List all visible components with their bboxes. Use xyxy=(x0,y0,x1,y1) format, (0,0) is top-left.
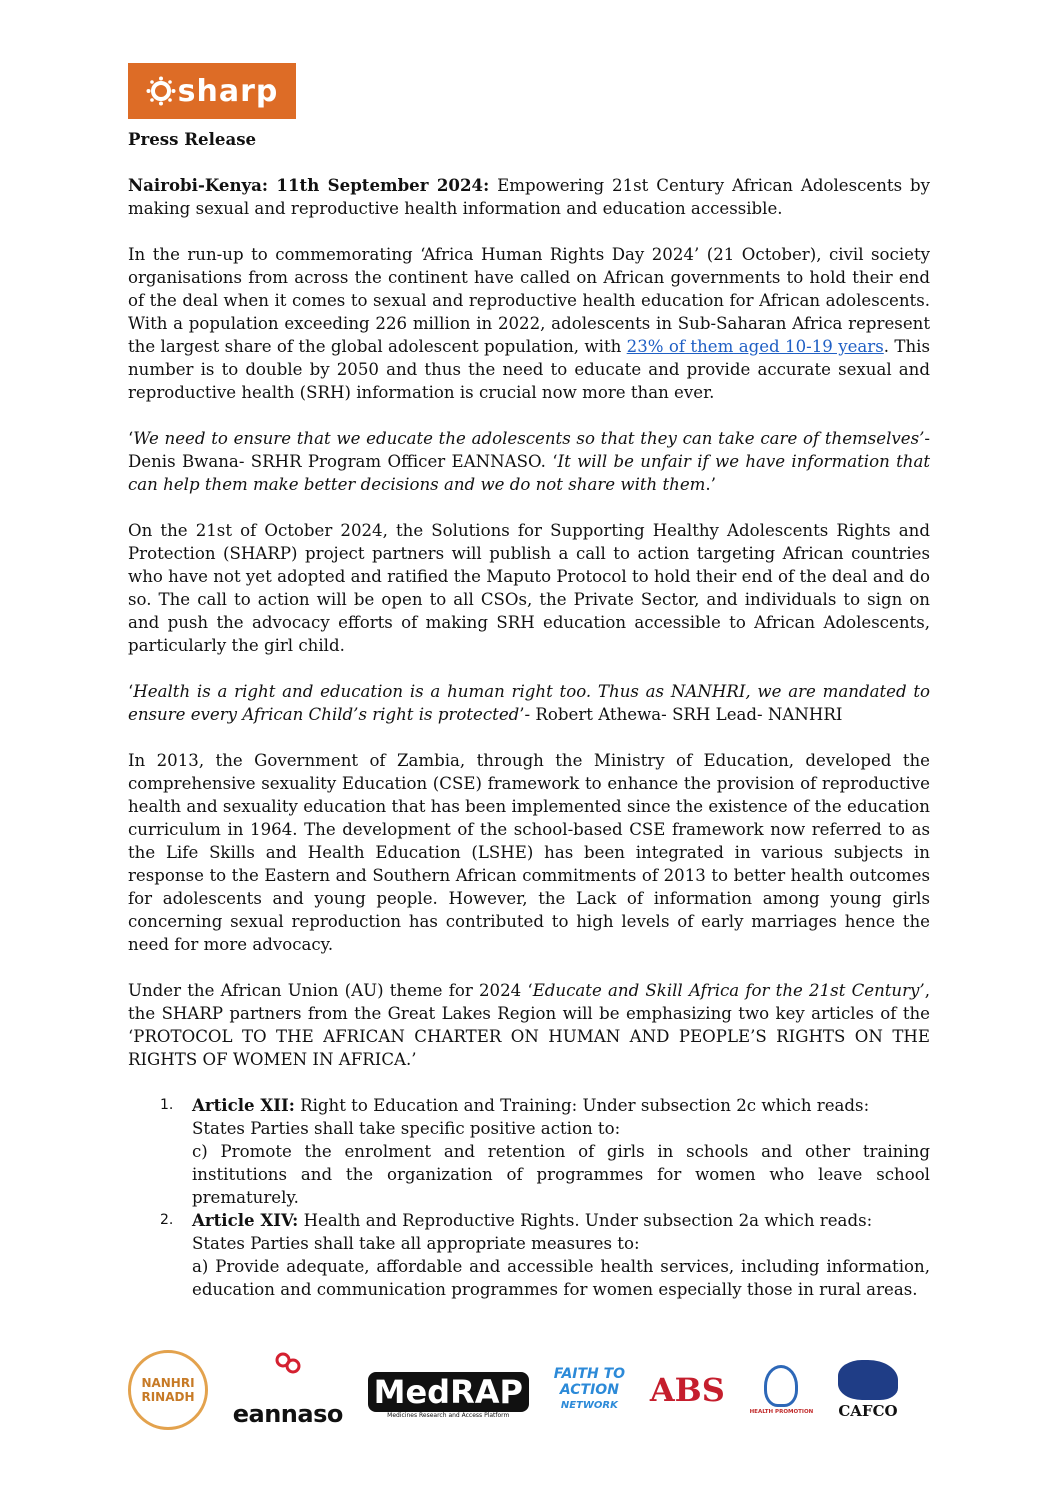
logo-text: sharp xyxy=(177,73,279,109)
forum-emblem-icon xyxy=(764,1365,798,1407)
sharp-logo xyxy=(128,63,296,119)
logo-text: FAITH TO xyxy=(553,1366,626,1382)
logo-text: RINADH xyxy=(141,1390,195,1404)
article-line: a) Provide adequate, affordable and accessible health services, including information, education and communication programmes for women especially those in rural areas. xyxy=(192,1257,930,1299)
statistics-link[interactable]: 23% of them aged 10-19 years xyxy=(626,337,884,356)
logo-subtext: Medicines Research and Access Platform xyxy=(387,1411,510,1419)
nanhri-logo xyxy=(128,1350,208,1430)
quote-text: It will be unfair if we have information that can help them make better decisions and we do not share with them xyxy=(128,452,931,494)
article-line: c) Promote the enrolment and retention of girls in schools and other training institutions and the organization of programmes for women who leave school prematurely. xyxy=(192,1142,930,1207)
logo-text: HEALTH PROMOTION xyxy=(749,1408,814,1415)
africa-map-icon xyxy=(838,1360,898,1400)
paragraph-call-to-action: On the 21st of October 2024, the Solutions for Supporting Healthy Adolescents Rights and Protection (SHARP) project partners will publish a call to action targeting African countries who have not yet adopted and ratified the Maputo Protocol to hold their end of the deal and do so. The call to action will be open to all CSOs, the Private Sector, and individuals to sign on and push the advocacy efforts of making SRH education accessible to African Adolescents, particularly the girl child. xyxy=(128,521,930,655)
list-number: 2. xyxy=(160,1212,174,1228)
quote-text: Health is a right and education is a human right too. Thus as NANHRI, we are mandated to ensure every African Child’s right is protected xyxy=(128,682,930,724)
paragraph-context xyxy=(128,243,930,404)
logo-text: ACTION xyxy=(559,1382,619,1398)
document-type-heading: Press Release xyxy=(128,129,257,149)
article-line: Right to Education and Training: Under subsection 2c which reads: xyxy=(294,1096,870,1115)
paragraph-zambia: In 2013, the Government of Zambia, through the Ministry of Education, developed the comprehensive sexuality Education (CSE) framework to enhance the provision of reproductive health and sexuality education that has been implemented since the existence of the education curriculum in 1964. The development of the school-based CSE framework now referred to as the Life Skills and Health Education (LSHE) has been integrated in various subjects in response to the Eastern and Southern African commitments of 2013 to better health outcomes for adolescents and young people. However, the Lack of information among young girls concerning sexual reproduction has contributed to high levels of early marriages hence the need for more advocacy. xyxy=(128,751,930,954)
abs-logo xyxy=(650,1371,725,1409)
lead-text: Empowering 21st Century African Adolescents by making sexual and reproductive health information and education accessible. xyxy=(128,176,930,218)
logo-text: CAFCO xyxy=(838,1402,898,1420)
quote-mark: ‘ xyxy=(128,682,134,701)
cafco-logo xyxy=(838,1360,898,1420)
quote-mark: .’ xyxy=(705,475,716,494)
list-item xyxy=(128,1209,930,1301)
paragraph-text: Under the African Union (AU) theme for 2024 ‘ xyxy=(128,981,533,1000)
logo-text: NANHRI xyxy=(141,1376,195,1390)
quote-attribution: - Denis Bwana- SRHR Program Officer EANNASO. ‘ xyxy=(128,429,930,471)
nanhri-emblem xyxy=(128,1350,208,1430)
medrap-logo xyxy=(368,1362,529,1419)
ribbon-icon xyxy=(273,1352,303,1374)
quote-mark: ‘ xyxy=(128,429,134,448)
partner-logos xyxy=(128,1348,898,1432)
quote-attribution: ’- Robert Athewa- SRH Lead- NANHRI xyxy=(519,705,843,724)
sun-icon xyxy=(146,76,176,106)
paragraph-au-theme xyxy=(128,979,930,1071)
logo-text: eannaso xyxy=(232,1400,343,1428)
article-line: States Parties shall take specific positive action to: xyxy=(192,1119,621,1138)
press-release-body xyxy=(128,128,930,1301)
theme-text: Educate and Skill Africa for the 21st Century’ xyxy=(532,981,925,1000)
article-title: Article XII: xyxy=(192,1095,295,1115)
paragraph-text: . This number is to double by 2050 and thus the need to educate and provide accurate sexual and reproductive health (SRH) information is crucial now more than ever. xyxy=(128,337,930,402)
article-title: Article XIV: xyxy=(192,1210,299,1230)
logo-text: ABS xyxy=(649,1371,725,1409)
logo-text: MedRAP xyxy=(368,1372,529,1412)
articles-list xyxy=(128,1094,930,1301)
list-item xyxy=(128,1094,930,1209)
paragraph-text: , the SHARP partners from the Great Lakes Region will be emphasizing two key articles of the ‘PROTOCOL TO THE AFRICAN CHARTER ON HUMAN AND PEOPLE’S RIGHTS ON THE RIGHTS OF WOMEN IN AFRICA.’ xyxy=(128,981,930,1069)
article-line: Health and Reproductive Rights. Under subsection 2a which reads: xyxy=(298,1211,873,1230)
logo-wordmark xyxy=(554,1366,625,1414)
quote-text: We need to ensure that we educate the adolescents so that they can take care of themselves’ xyxy=(133,429,925,448)
article-line: States Parties shall take all appropriate measures to: xyxy=(192,1234,640,1253)
faith-to-action-logo xyxy=(554,1366,625,1414)
paragraph-text: In the run-up to commemorating ‘Africa Human Rights Day 2024’ (21 October), civil society organisations from across the continent have called on African governments to hold their end of the deal when it comes to sexual and reproductive health education for African adolescents. With a population exceeding 226 million in 2022, adolescents in Sub-Saharan Africa represent the largest share of the global adolescent population, with xyxy=(128,245,930,356)
lead-paragraph xyxy=(128,174,930,220)
logo-text: NETWORK xyxy=(560,1400,618,1411)
health-forum-logo xyxy=(750,1365,814,1416)
quote-nanhri xyxy=(128,680,930,726)
list-number: 1. xyxy=(160,1097,174,1113)
dateline: Nairobi-Kenya: 11th September 2024: xyxy=(128,175,490,195)
eannaso-logo xyxy=(233,1352,343,1428)
quote-eannaso xyxy=(128,427,930,496)
